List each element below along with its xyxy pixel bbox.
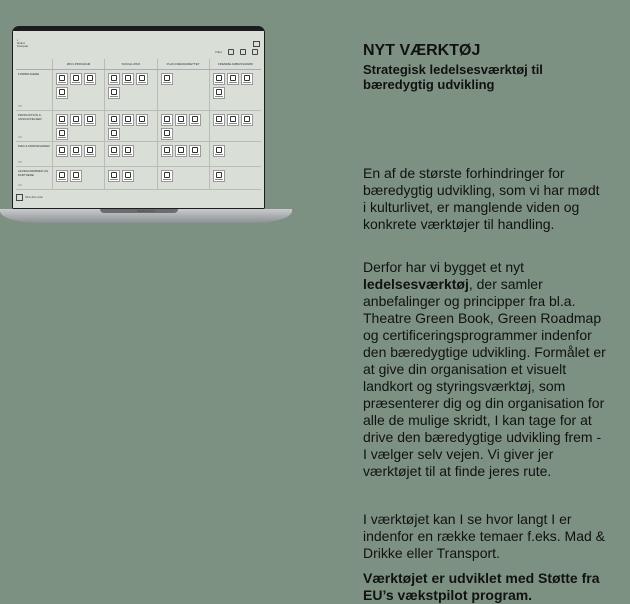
grid-cell [52,70,104,110]
action-card-title [124,154,132,155]
action-card[interactable] [161,170,173,182]
action-card[interactable] [108,170,120,182]
action-card-title [215,96,223,97]
action-card[interactable] [122,73,134,85]
row-label-text: PRODUKTION & ANSKAFFELSER [18,113,42,121]
action-card-title [58,123,66,124]
tool-grid [16,59,261,190]
action-card-title [229,82,237,83]
action-card-title [124,179,132,180]
action-card[interactable] [70,145,82,157]
action-icon [111,130,117,136]
action-card-title [191,123,199,124]
action-card-title [215,82,223,83]
action-card-title [110,154,118,155]
action-card-title [110,96,118,97]
grid-row [16,167,261,190]
action-card[interactable] [108,87,120,99]
action-card[interactable] [56,128,68,140]
action-icon [192,116,198,122]
action-card-title [163,137,171,138]
action-card[interactable] [84,114,96,126]
action-card[interactable] [56,114,68,126]
action-icon [230,75,236,81]
grid-cell [104,142,156,166]
action-card[interactable] [189,114,201,126]
action-card-title [72,82,80,83]
row-label-text: FORBRUGERE [18,72,40,76]
row-progress: 0% [18,136,22,139]
action-icon [125,75,131,81]
action-card-title [191,154,199,155]
grid-row [16,111,261,142]
page-subtitle: Strategisk ledelsesværktøj til bæredygtig udvikling [363,62,543,92]
notes-icon [16,194,23,201]
action-card-title [215,123,223,124]
grid-cell [209,111,261,141]
action-card-title [58,179,66,180]
action-card[interactable] [213,73,225,85]
paragraph-text: , der samler anbefalinger og principper fra bl.a. Theatre Green Book, Green Roadmap og certificeringsprogrammer indenfor den bæredygtige udvikling. Formålet er at give din organisation et visuelt landkort og styringsværktøj, som præsenterer dig og din organisation for alle de mulige skridt, I kan tage for at drive den bæredygtige udvikling frem - I vælger selv vejen. Vi giver jer værktøjet til at finde jeres rute. [363,276,606,479]
action-card-title [229,123,237,124]
action-card[interactable] [84,73,96,85]
action-card-title [58,154,66,155]
action-icon [139,116,145,122]
action-card[interactable] [161,73,173,85]
action-card[interactable] [175,114,187,126]
app-toolbar [215,49,258,55]
row-progress: 0% [18,161,22,164]
action-card-title [215,154,223,155]
action-card[interactable] [56,170,68,182]
action-card-title [215,179,223,180]
grid-row [16,70,261,111]
settings-icon[interactable] [240,49,246,55]
action-icon [111,172,117,178]
action-card-title [86,82,94,83]
action-card[interactable] [213,170,225,182]
action-card[interactable] [241,73,253,85]
action-card[interactable] [161,128,173,140]
paragraph-funding: Værktøjet er udviklet med Støtte fra EU’s vækstpilot program. [363,570,600,603]
action-card[interactable] [136,73,148,85]
action-card-title [243,123,251,124]
action-card[interactable] [241,114,253,126]
action-card[interactable] [227,114,239,126]
action-icon [216,89,222,95]
toolbar-text: Filter [215,50,222,54]
action-icon [111,89,117,95]
action-icon [178,147,184,153]
grid-cell [104,70,156,110]
action-icon [139,75,145,81]
action-card-title [124,82,132,83]
action-icon [216,172,222,178]
action-card[interactable] [70,170,82,182]
action-card[interactable] [175,145,187,157]
laptop-mockup [0,26,292,226]
action-icon [111,147,117,153]
action-icon [125,172,131,178]
action-card[interactable] [108,73,120,85]
row-label [16,142,52,166]
action-card-title [110,137,118,138]
action-card-title [163,179,171,180]
action-card[interactable] [108,114,120,126]
notes-footer[interactable] [16,194,43,201]
app-screen [13,31,264,208]
export-icon[interactable] [252,49,258,55]
action-card[interactable] [70,73,82,85]
action-card[interactable] [136,114,148,126]
grid-cell [52,167,104,189]
grid-cell [52,111,104,141]
action-icon [216,116,222,122]
action-card[interactable] [161,114,173,126]
column-header: PLAN FREMADRETTET [157,59,209,69]
paragraph-text: Derfor har vi bygget et nyt [363,259,525,275]
action-icon [59,89,65,95]
action-card[interactable] [227,73,239,85]
action-icon [164,172,170,178]
action-card-title [163,82,171,83]
grid-header [16,59,261,70]
action-card-title [163,154,171,155]
action-icon [125,116,131,122]
action-card[interactable] [108,145,120,157]
action-icon [216,75,222,81]
notes-label: Skriv dine noter [25,196,44,199]
action-icon [87,75,93,81]
action-icon [73,116,79,122]
action-card-title [243,82,251,83]
action-icon [216,147,222,153]
action-card[interactable] [122,145,134,157]
paragraph-emphasis: ledelsesværktøj [363,276,469,292]
grid-row [16,142,261,167]
row-progress: 0% [18,184,22,187]
action-card-title [110,123,118,124]
row-label [16,111,52,141]
action-card-title [72,154,80,155]
paragraph-themes: I værktøjet kan I se hvor langt I er indenfor en række temaer f.eks. Mad & Drikke eller Transport. [363,511,605,561]
action-card[interactable] [122,170,134,182]
grid-cell [209,167,261,189]
row-progress: 0% [18,105,22,108]
column-header: FREMME AMBASSADØR [209,59,261,69]
action-card-title [72,123,80,124]
action-card[interactable] [56,87,68,99]
paragraph-intro: En af de største forhindringer for bæredygtig udvikling, som vi har mødt i kulturlivet, er manglende viden og konkrete værktøjer til handling. [363,165,600,232]
action-icon [59,172,65,178]
action-card-title [177,154,185,155]
row-label [16,70,52,110]
grid-cell [157,167,209,189]
action-icon [164,147,170,153]
page-title: NYT VÆRKTØJ [363,42,481,59]
grid-cell [104,167,156,189]
action-icon [87,147,93,153]
action-icon [125,147,131,153]
action-card[interactable] [70,114,82,126]
action-card-title [58,96,66,97]
grid-cell [209,70,261,110]
action-icon [73,147,79,153]
action-card[interactable] [56,145,68,157]
grid-cell [157,142,209,166]
action-icon [87,116,93,122]
action-card-title [110,82,118,83]
column-header: SOCIAL ØKO [104,59,156,69]
action-card-title [86,123,94,124]
action-card[interactable] [213,145,225,157]
action-icon [73,75,79,81]
app-logo: ▪ Grønt Kompas [17,38,29,49]
action-card-title [110,179,118,180]
action-icon [244,75,250,81]
action-card[interactable] [108,128,120,140]
action-card-title [72,179,80,180]
action-card[interactable] [122,114,134,126]
action-icon [111,75,117,81]
action-icon [164,116,170,122]
grid-cell [104,111,156,141]
action-card[interactable] [213,114,225,126]
action-card[interactable] [213,87,225,99]
action-icon [230,116,236,122]
action-card[interactable] [56,73,68,85]
action-card[interactable] [189,145,201,157]
row-label-text: LEVERANDØRER OG PARTNERE [18,169,49,177]
heading-block [363,42,608,92]
action-card-title [58,137,66,138]
action-icon [59,75,65,81]
action-icon [244,116,250,122]
action-card-title [58,82,66,83]
grid-cell [157,111,209,141]
action-card[interactable] [84,145,96,157]
action-icon [59,147,65,153]
menu-icon[interactable] [253,41,260,47]
action-icon [111,116,117,122]
row-label [16,167,52,189]
laptop-model-label: MacBook Pro [136,209,155,213]
action-icon [73,172,79,178]
grid-cell [52,142,104,166]
action-card-title [177,123,185,124]
action-icon [164,75,170,81]
action-icon [178,116,184,122]
user-icon[interactable] [228,49,234,55]
row-label-text: MAD & DRIKKEVARER [18,144,50,148]
action-icon [192,147,198,153]
action-card-title [86,154,94,155]
action-card[interactable] [161,145,173,157]
action-card-title [124,123,132,124]
grid-cell [157,70,209,110]
action-card-title [163,123,171,124]
action-card-title [138,82,146,83]
laptop-lid [12,26,265,209]
action-icon [164,130,170,136]
action-card-title [138,123,146,124]
grid-cell [209,142,261,166]
action-icon [59,130,65,136]
paragraph-tool [363,259,608,480]
action-icon [59,116,65,122]
column-header: ØKO-PROGRAM [52,59,104,69]
